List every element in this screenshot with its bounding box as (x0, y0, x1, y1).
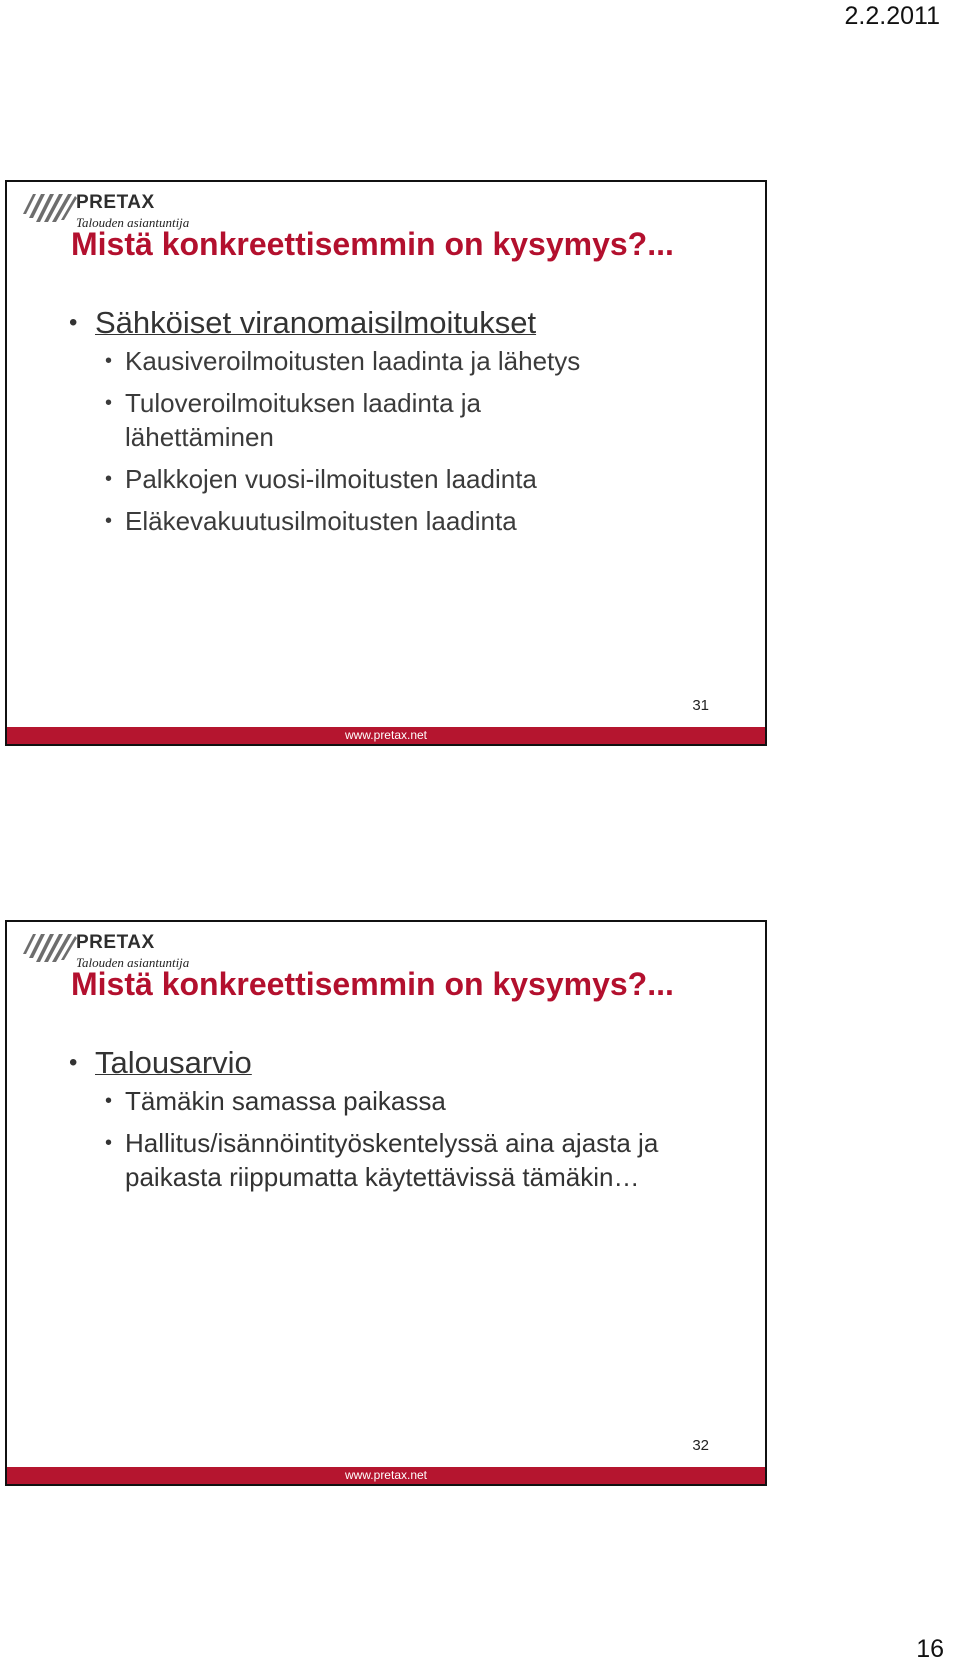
footer-url: www.pretax.net (344, 728, 428, 742)
bullet-heading-text: Sähköiset viranomaisilmoitukset (95, 305, 537, 340)
slide-title: Mistä konkreettisemmin on kysymys?... (71, 966, 674, 1002)
list-item: • Eläkevakuutusilmoitusten laadinta (93, 504, 735, 538)
brand-name: PRETAX (76, 932, 155, 953)
bullet-heading (69, 1044, 735, 1194)
list-item: • Tuloveroilmoituksen laadinta ja lähettäminen (93, 386, 525, 454)
list-item: • Kausiveroilmoitusten laadinta ja lähetys (93, 344, 735, 378)
page-number: 16 (916, 1635, 944, 1663)
bullet-list (69, 304, 735, 546)
brand-name: PRETAX (76, 192, 155, 213)
bullet-heading (69, 304, 735, 538)
page-date: 2.2.2011 (844, 2, 940, 30)
slide-number: 31 (692, 697, 709, 714)
list-item: • Hallitus/isännöintityöskentelyssä aina ajasta ja paikasta riippumatta käytettävissä tämäkin… (93, 1126, 685, 1194)
slide-footer (7, 1467, 765, 1484)
bullet-list (69, 1044, 735, 1202)
sub-bullet-list (93, 1084, 735, 1194)
slide-footer (7, 727, 765, 744)
slide-title: Mistä konkreettisemmin on kysymys?... (71, 226, 674, 262)
footer-url: www.pretax.net (344, 1468, 428, 1482)
bullet-heading-text: Talousarvio (95, 1045, 252, 1080)
pretax-stripes-icon (21, 930, 77, 964)
slide-31 (5, 180, 767, 746)
brand-tagline: Talouden asiantuntija (76, 955, 190, 970)
slide-32 (5, 920, 767, 1486)
list-item: • Palkkojen vuosi-ilmoitusten laadinta (93, 462, 735, 496)
slide-number: 32 (692, 1437, 709, 1454)
brand-tagline: Talouden asiantuntija (76, 215, 190, 230)
pretax-stripes-icon (21, 190, 77, 224)
sub-bullet-list (93, 344, 735, 538)
list-item: • Tämäkin samassa paikassa (93, 1084, 735, 1118)
